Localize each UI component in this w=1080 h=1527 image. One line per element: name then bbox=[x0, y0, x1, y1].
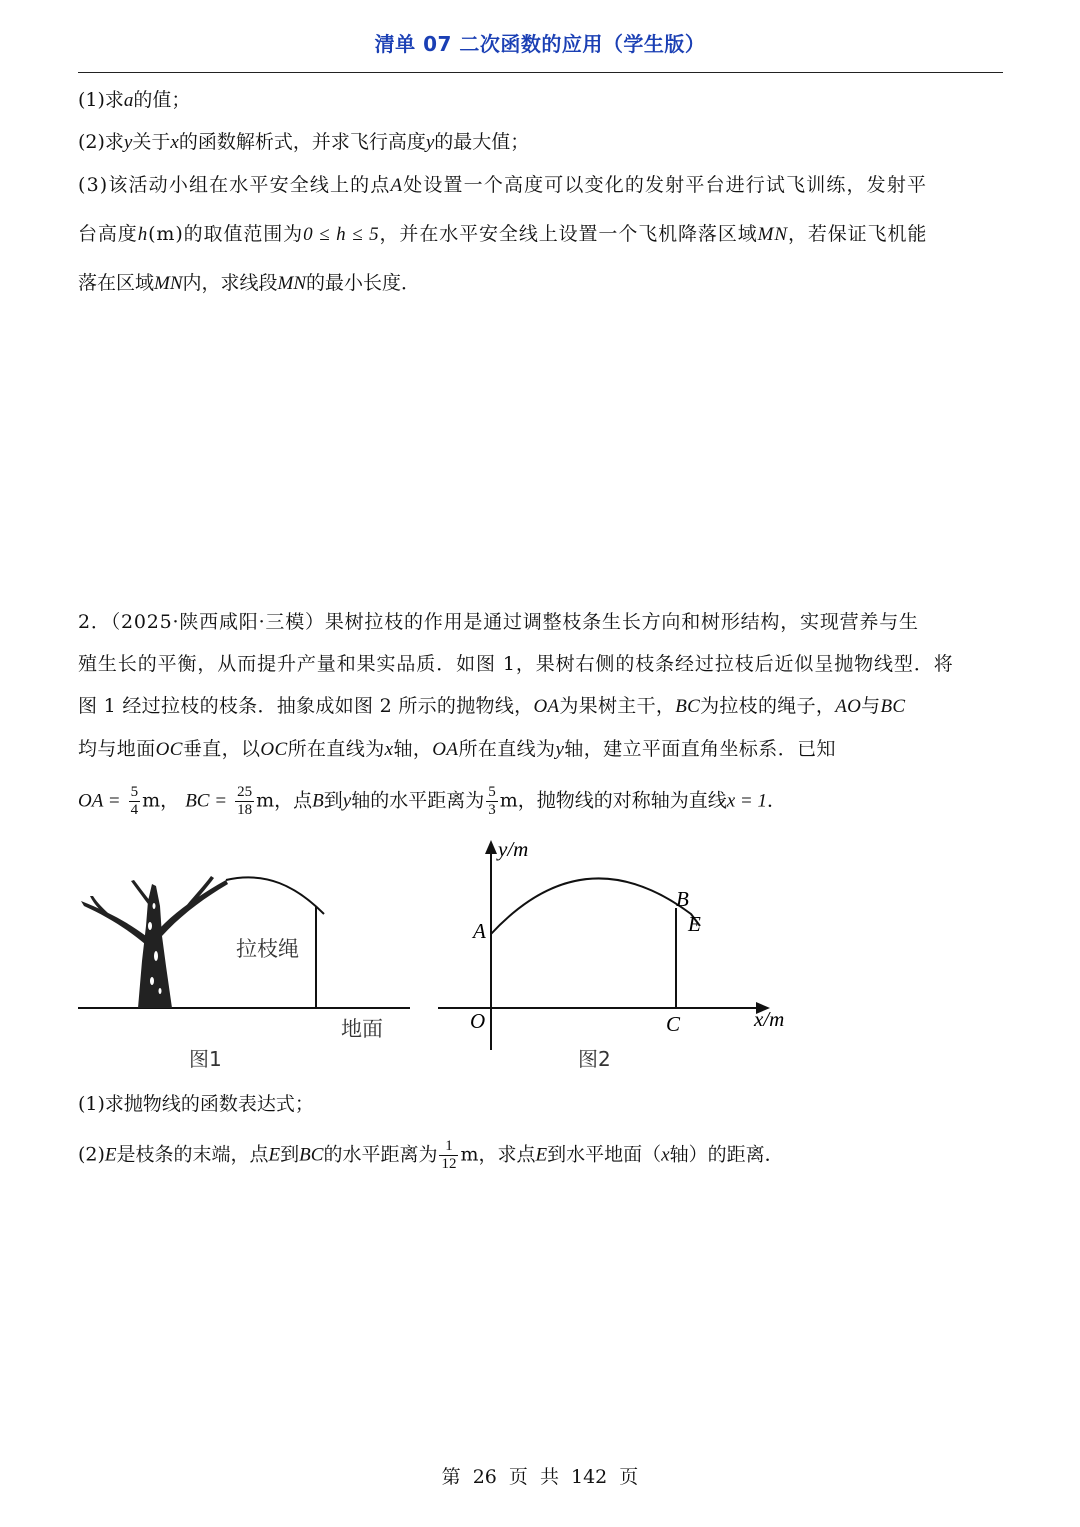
fig1-left-branch bbox=[81, 901, 146, 944]
figure-1-tree bbox=[76, 866, 416, 1076]
q1-part-3-line3: 落在区域MN内，求线段MN的最小长度． bbox=[78, 272, 421, 294]
q1-part-3-line1: (3)该活动小组在水平安全线上的点A处设置一个高度可以变化的发射平台进行试飞训练，发射平 bbox=[78, 174, 928, 196]
fraction-distance: $\frac{5}{3}$ bbox=[488, 784, 496, 818]
fig1-right-branch bbox=[160, 880, 228, 936]
fig1-ground-label: 地面 bbox=[341, 1017, 383, 1041]
fig2-parabola bbox=[491, 878, 700, 934]
fig1-parabola-branch bbox=[226, 877, 324, 914]
fig2-label-o: O bbox=[470, 1009, 486, 1033]
q2-line-4: 均与地面OC垂直，以OC所在直线为x轴，OA所在直线为y轴，建立平面直角坐标系．已知 bbox=[78, 738, 836, 760]
header-rule bbox=[78, 72, 1003, 73]
fraction-e-distance: $\frac{1}{12}$ bbox=[441, 1138, 457, 1172]
fig2-label-x-axis: x/m bbox=[754, 1007, 785, 1031]
q2-line-2: 殖生长的平衡，从而提升产量和果实品质．如图 1，果树右侧的枝条经过拉枝后近似呈抛物线型．将 bbox=[78, 653, 954, 675]
q1-part-1: (1)求a的值； bbox=[78, 89, 191, 111]
fig1-rope-label: 拉枝绳 bbox=[236, 937, 299, 961]
figure-2-coordinate-plot bbox=[436, 836, 806, 1076]
q2-line-1: 2．（2025·陕西咸阳·三模）果树拉枝的作用是通过调整枝条生长方向和树形结构，实现营养与生 bbox=[78, 611, 919, 633]
fig2-label-b: B bbox=[676, 887, 689, 911]
page-header-title: 清单 07 二次函数的应用（学生版） bbox=[374, 32, 706, 56]
fig1-tree-trunk bbox=[138, 884, 172, 1008]
q2-sub-2: (2)E是枝条的末端，点E到BC的水平距离为 $\frac{1}{12}$ m，求点E到水平地面（x轴）的距离． bbox=[78, 1138, 784, 1172]
fig2-label-e: E bbox=[688, 912, 701, 936]
page-footer: 第 26 页 共 142 页 bbox=[441, 1466, 639, 1488]
fig2-label-c: C bbox=[666, 1012, 681, 1036]
q2-line-5: OA = $\frac{5}{4}$ m， BC = $\frac{25}{18}$ m，点B到y轴的水平距离为 $\frac{5}{3}$ m，抛物线的对称轴为直线x = 1． bbox=[78, 784, 787, 818]
q2-sub-1: (1)求抛物线的函数表达式； bbox=[78, 1093, 314, 1115]
fig1-caption: 图1 bbox=[189, 1047, 222, 1071]
fig2-caption: 图2 bbox=[578, 1047, 611, 1071]
q2-line-3: 图 1 经过拉枝的枝条．抽象成如图 2 所示的抛物线，OA为果树主干，BC为拉枝的绳子，AO与BC bbox=[78, 695, 906, 717]
fraction-bc: $\frac{25}{18}$ bbox=[237, 784, 253, 818]
fig2-label-y-axis: y/m bbox=[498, 837, 529, 861]
fraction-oa: $\frac{5}{4}$ bbox=[130, 784, 139, 818]
q1-part-2: (2)求y关于x的函数解析式，并求飞行高度y的最大值； bbox=[78, 131, 530, 153]
fig2-y-arrow bbox=[485, 840, 497, 854]
fig2-label-a: A bbox=[473, 919, 486, 943]
q1-part-3-line2: 台高度h(m)的取值范围为0 ≤ h ≤ 5，并在水平安全线上设置一个飞机降落区域MN，若保证飞机能 bbox=[78, 223, 928, 245]
